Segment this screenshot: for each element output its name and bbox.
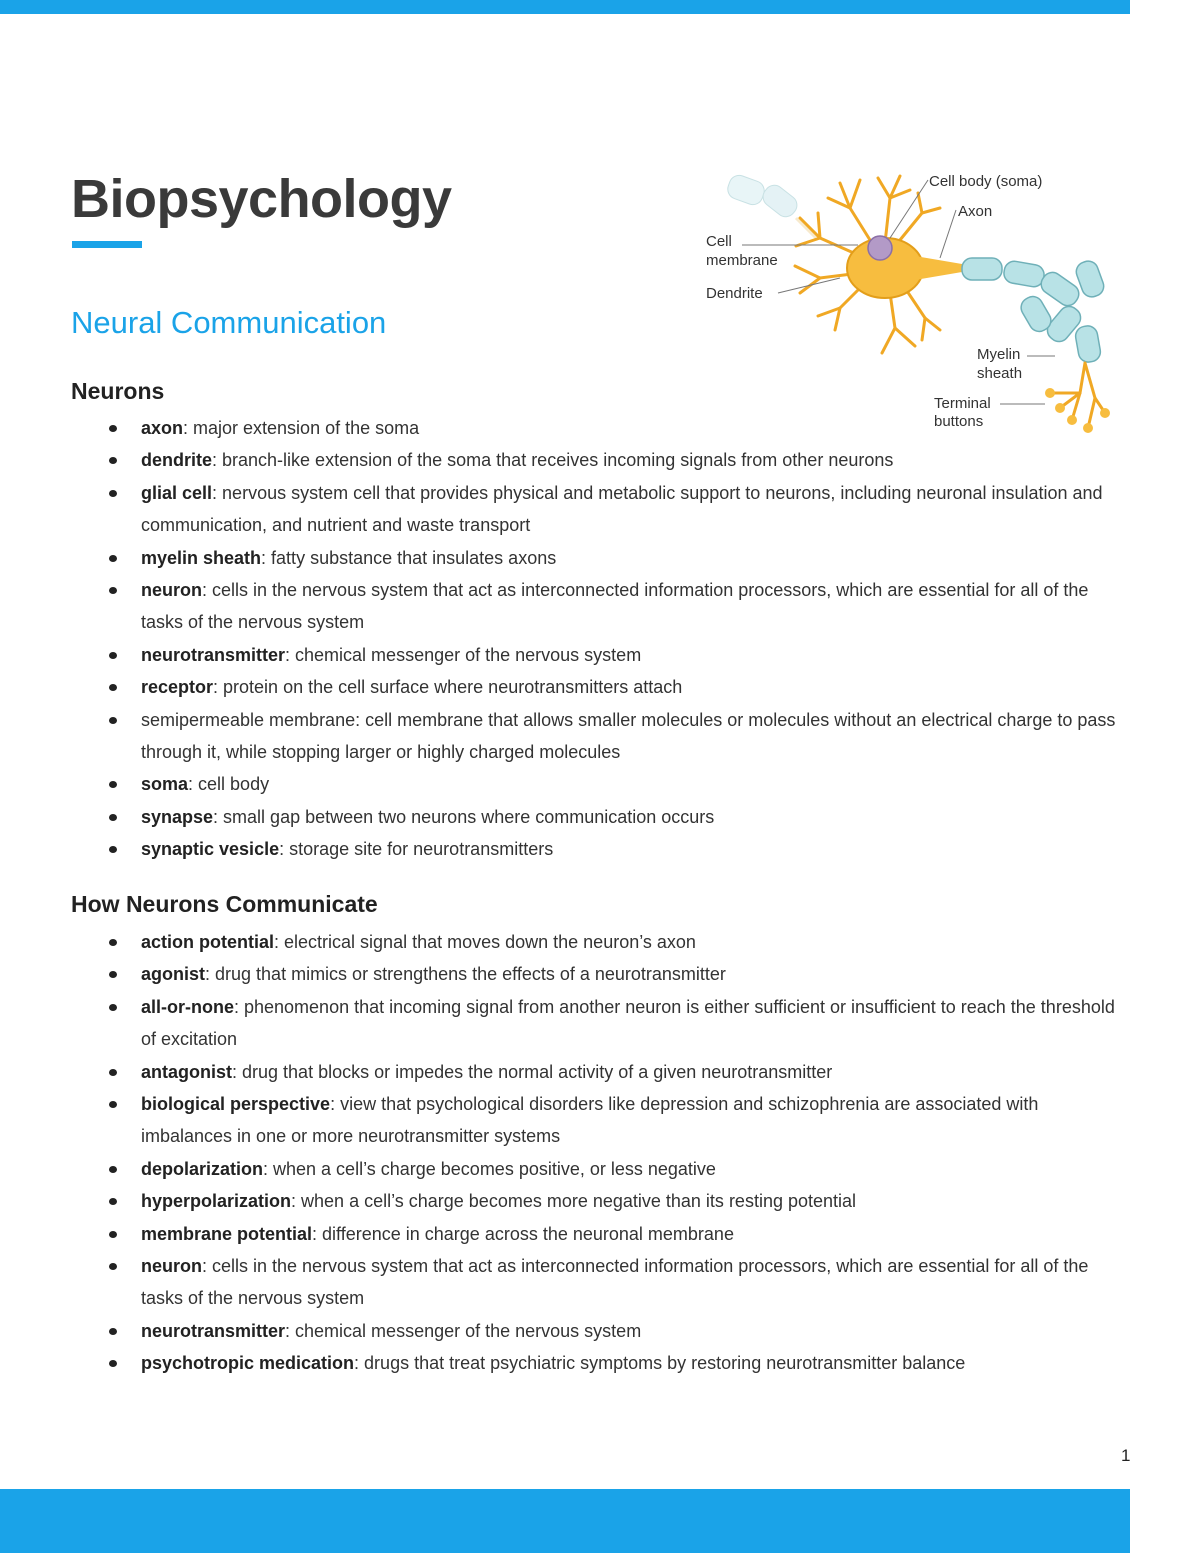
glossary-item bbox=[0, 1153, 1120, 1185]
glossary-definition: : view that psychological disorders like depression and schizophrenia are associated with imbalances in one or more neurotransmitter systems bbox=[141, 1094, 1039, 1147]
bullet-dot bbox=[109, 652, 117, 659]
glossary-item bbox=[0, 671, 1120, 703]
label-cell-membrane-line1: Cell bbox=[706, 233, 732, 250]
glossary-item bbox=[0, 704, 1120, 769]
glossary-definition: : storage site for neurotransmitters bbox=[279, 839, 554, 860]
label-myelin-line2: sheath bbox=[977, 365, 1023, 382]
glossary-definition: : cell body bbox=[188, 774, 270, 795]
glossary-item bbox=[0, 768, 1120, 800]
label-myelin-line1: Myelin bbox=[977, 346, 1021, 363]
title-underline bbox=[72, 241, 142, 248]
top-accent-bar bbox=[0, 0, 1130, 14]
glossary-item bbox=[0, 574, 1120, 639]
label-axon: Axon bbox=[958, 203, 993, 220]
label-cell-body: Cell body (soma) bbox=[929, 173, 1043, 190]
glossary-definition: : difference in charge across the neuronal membrane bbox=[312, 1223, 734, 1244]
glossary-term: psychotropic medication bbox=[141, 1353, 355, 1374]
glossary-definition: : electrical signal that moves down the neuron’s axon bbox=[274, 932, 696, 952]
bottom-accent-bar bbox=[0, 1489, 1130, 1553]
glossary-term: neurotransmitter bbox=[141, 644, 286, 665]
glossary-item bbox=[0, 542, 1120, 574]
glossary-definition: : branch-like extension of the soma that receives incoming signals from other neurons bbox=[212, 450, 894, 471]
glossary-term: synaptic vesicle bbox=[141, 839, 280, 860]
glossary-item bbox=[0, 1088, 1120, 1153]
glossary-definition: : nervous system cell that provides physical and metabolic support to neurons, including neuronal insulation and communication, and nutrient and waste transport bbox=[141, 482, 1103, 536]
bullet-dot bbox=[109, 555, 117, 562]
glossary-item bbox=[0, 1185, 1120, 1217]
heading-how-neurons-communicate: How Neurons Communicate bbox=[71, 891, 378, 917]
bullet-dot bbox=[109, 971, 117, 978]
glossary-term: all-or-none bbox=[141, 996, 234, 1017]
bullet-dot bbox=[109, 846, 117, 853]
glossary-term: depolarization bbox=[141, 1158, 264, 1179]
bullet-dot bbox=[109, 1069, 117, 1076]
glossary-item bbox=[0, 926, 1120, 958]
glossary-term: axon bbox=[141, 418, 184, 438]
glossary-term: neuron bbox=[141, 580, 202, 601]
glossary-term: myelin sheath bbox=[141, 547, 262, 568]
bullet-dot bbox=[109, 1360, 117, 1367]
glossary-definition: : cells in the nervous system that act as interconnected information processors, which are essential for all of the tasks of the nervous system bbox=[141, 580, 1089, 633]
nucleus-shape bbox=[868, 236, 892, 260]
glossary-term: antagonist bbox=[141, 1061, 233, 1082]
bullet-dot bbox=[109, 425, 117, 432]
glossary-term: receptor bbox=[141, 677, 214, 698]
communicate-term-list bbox=[0, 926, 1120, 1380]
neurons-term-list bbox=[0, 412, 1120, 866]
bullet-dot bbox=[109, 587, 117, 594]
bullet-dot bbox=[109, 939, 117, 946]
label-terminal-line2: buttons bbox=[934, 413, 984, 430]
glossary-definition: : phenomenon that incoming signal from another neuron is either sufficient or insufficient to reach the threshold of excitation bbox=[141, 996, 1115, 1050]
glossary-item bbox=[0, 801, 1120, 833]
glossary-term: synapse bbox=[141, 806, 214, 827]
glossary-definition: : small gap between two neurons where communication occurs bbox=[213, 806, 715, 827]
glossary-definition: semipermeable membrane: cell membrane that allows smaller molecules or molecules without an electrical charge to pass through it, while stopping larger or highly charged molecules bbox=[141, 709, 1116, 763]
section-title: Neural Communication bbox=[71, 305, 387, 340]
bullet-dot bbox=[109, 1328, 117, 1335]
bullet-dot bbox=[109, 684, 117, 691]
label-terminal-line1: Terminal bbox=[934, 395, 991, 412]
glossary-item bbox=[0, 1218, 1120, 1250]
bullet-dot bbox=[109, 1004, 117, 1011]
bullet-dot bbox=[109, 490, 117, 497]
document-title: Biopsychology bbox=[71, 169, 452, 229]
glossary-term: membrane potential bbox=[141, 1223, 313, 1244]
glossary-item bbox=[0, 991, 1120, 1056]
glossary-term: action potential bbox=[141, 932, 275, 952]
glossary-definition: : chemical messenger of the nervous system bbox=[285, 1320, 642, 1341]
glossary-definition: : major extension of the soma bbox=[183, 418, 420, 438]
glossary-term: neurotransmitter bbox=[141, 1320, 286, 1341]
glossary-definition: : when a cell’s charge becomes more negative than its resting potential bbox=[291, 1191, 857, 1212]
bullet-dot bbox=[109, 1101, 117, 1108]
glossary-item bbox=[0, 833, 1120, 865]
glossary-item bbox=[0, 1056, 1120, 1088]
glossary-definition: : fatty substance that insulates axons bbox=[261, 547, 557, 568]
glossary-item bbox=[0, 1315, 1120, 1347]
bullet-dot bbox=[109, 1231, 117, 1238]
bullet-dot bbox=[109, 457, 117, 464]
axon-shape bbox=[915, 256, 962, 280]
page-number: 1 bbox=[1121, 1446, 1131, 1465]
bullet-dot bbox=[109, 1263, 117, 1270]
bullet-dot bbox=[109, 1166, 117, 1173]
glossary-definition: : chemical messenger of the nervous system bbox=[285, 644, 642, 665]
bullet-dot bbox=[109, 1198, 117, 1205]
glossary-item bbox=[0, 477, 1120, 542]
glossary-term: soma bbox=[141, 774, 189, 795]
glossary-definition: : cells in the nervous system that act as interconnected information processors, which are essential for all of the tasks of the nervous system bbox=[141, 1256, 1089, 1309]
label-cell-membrane-line2: membrane bbox=[706, 252, 778, 269]
glossary-item bbox=[0, 1250, 1120, 1315]
glossary-term: dendrite bbox=[141, 450, 213, 471]
glossary-item bbox=[0, 444, 1120, 476]
bullet-dot bbox=[109, 717, 117, 724]
glossary-definition: : protein on the cell surface where neurotransmitters attach bbox=[213, 677, 683, 698]
glossary-definition: : when a cell’s charge becomes positive, or less negative bbox=[263, 1158, 716, 1179]
upstream-axon bbox=[725, 173, 816, 238]
glossary-item bbox=[0, 1347, 1120, 1379]
bullet-dot bbox=[109, 781, 117, 788]
glossary-term: glial cell bbox=[141, 482, 213, 503]
glossary-term: agonist bbox=[141, 964, 206, 985]
glossary-term: hyperpolarization bbox=[141, 1191, 292, 1212]
glossary-item bbox=[0, 412, 1120, 444]
label-dendrite: Dendrite bbox=[706, 285, 763, 302]
glossary-definition: : drug that mimics or strengthens the effects of a neurotransmitter bbox=[205, 964, 726, 985]
glossary-term: biological perspective bbox=[141, 1094, 331, 1115]
bullet-dot bbox=[109, 814, 117, 821]
glossary-item bbox=[0, 639, 1120, 671]
glossary-item bbox=[0, 958, 1120, 990]
glossary-definition: : drugs that treat psychiatric symptoms by restoring neurotransmitter balance bbox=[354, 1353, 966, 1374]
glossary-term: neuron bbox=[141, 1256, 202, 1277]
glossary-definition: : drug that blocks or impedes the normal activity of a given neurotransmitter bbox=[232, 1061, 833, 1082]
heading-neurons: Neurons bbox=[71, 378, 165, 404]
